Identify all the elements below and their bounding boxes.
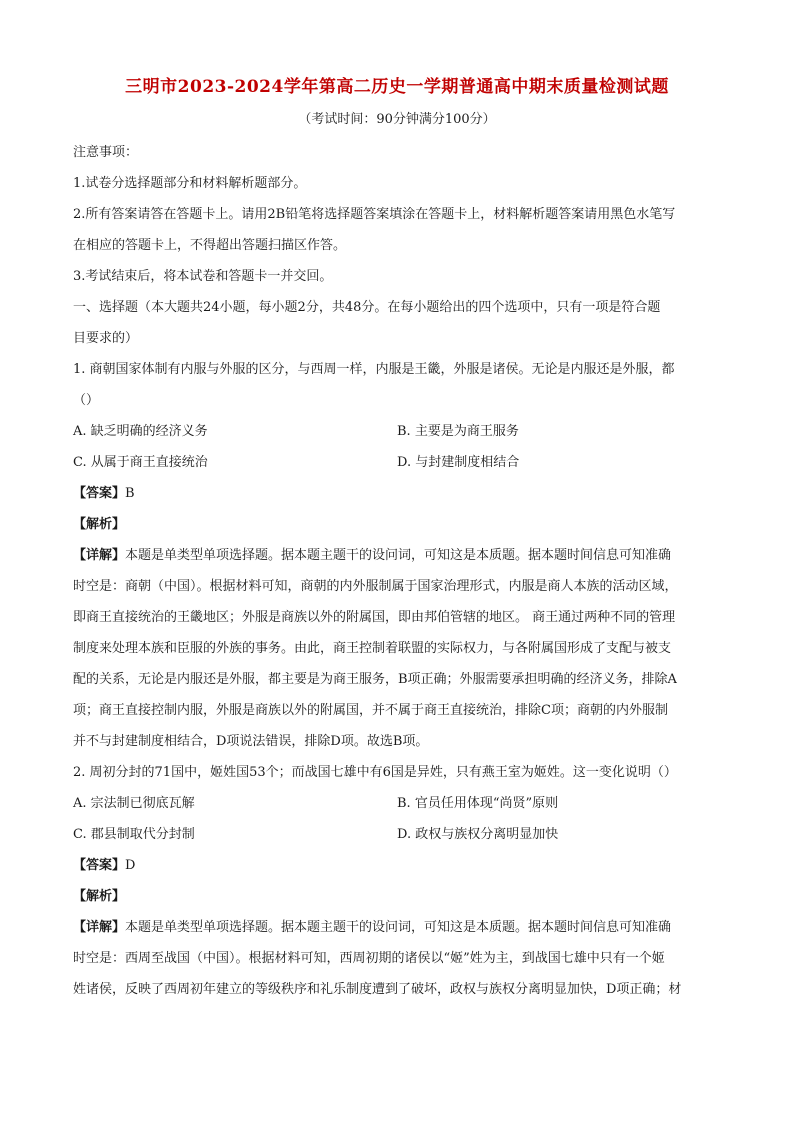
notice-heading: 注意事项： [73,145,139,160]
notice-item-3: 3.考试结束后，将本试卷和答题卡一并交回。 [73,269,333,284]
question-1-option-c: C. 从属于商王直接统治 [73,455,208,470]
notice-item-1: 1.试卷分选择题部分和材料解析题部分。 [73,176,307,191]
section-heading-cont: 目要求的） [73,331,139,346]
question-1-answer [73,484,733,504]
notice-item-2-cont: 在相应的答题卡上，不得超出答题扫描区作答。 [73,238,347,253]
question-1-detail-line: 项；商王直接控制内服，外服是商族以外的附属国，并不属于商王直接统治，排除C项；商朝的内外服制 [73,703,668,718]
detail-text: 本题是单类型单项选择题。据本题主题干的设问词，可知这是本质题。据本题时间信息可知准确 [125,548,672,563]
question-2-option-a: A. 宗法制已彻底瓦解 [73,796,195,811]
question-1-stem-cont: （） [73,393,100,408]
question-1-detail-line: 配的关系，无论是内服还是外服，都主要是为商王服务，B项正确；外服需要承担明确的经济义务，排除A [73,672,677,687]
question-1-option-b: B. 主要是为商王服务 [397,424,519,439]
answer-value: B [125,486,135,501]
question-1-analysis-tag: 【解析】 [73,517,126,532]
question-1-detail-line: 制度来处理本族和臣服的外族的事务。由此，商王控制着联盟的实际权力，与各附属国形成了支配与被支 [73,641,672,656]
question-2-detail [73,918,733,938]
detail-tag: 【详解】 [73,920,126,935]
question-1-detail-line: 时空是：商朝（中国）。根据材料可知，商朝的内外服制属于国家治理形式，内服是商人本族的活动区域， [73,579,678,594]
question-2-option-d: D. 政权与族权分离明显加快 [397,827,559,842]
page-title: 三明市2023-2024学年第高二历史一学期普通高中期末质量检测试题 [125,77,669,97]
detail-text: 本题是单类型单项选择题。据本题主题干的设问词，可知这是本质题。据本题时间信息可知准确 [125,920,672,935]
question-1-detail [73,546,733,566]
question-1-option-d: D. 与封建制度相结合 [397,455,520,470]
answer-tag: 【答案】 [73,858,126,873]
section-heading: 一、选择题（本大题共24小题，每小题2分，共48分。在每小题给出的四个选项中，只有一项是符合题 [73,300,661,315]
exam-duration-note: （考试时间：90分钟满分100分） [298,112,496,127]
question-2-option-b: B. 官员任用体现“尚贤”原则 [397,796,559,811]
question-2-detail-line: 时空是：西周至战国（中国）。根据材料可知，西周初期的诸侯以“姬”姓为主，到战国七雄中只有一个姬 [73,951,665,966]
question-1-option-a: A. 缺乏明确的经济义务 [73,424,208,439]
question-1-detail-line: 即商王直接统治的王畿地区；外服是商族以外的附属国，即由邦伯管辖的地区。 商王通过两种不同的管理 [73,610,676,625]
notice-item-2: 2.所有答案请答在答题卡上。请用2B铅笔将选择题答案填涂在答题卡上，材料解析题答案请用黑色水笔写 [73,207,676,222]
question-2-option-c: C. 郡县制取代分封制 [73,827,195,842]
question-2-stem: 2. 周初分封的71国中，姬姓国53个；而战国七雄中有6国是异姓，只有燕王室为姬姓。这一变化说明（） [73,765,677,780]
question-1-detail-line: 并不与封建制度相结合，D项说法错误，排除D项。故选B项。 [73,734,429,749]
question-2-answer [73,856,733,876]
detail-tag: 【详解】 [73,548,126,563]
question-1-stem: 1. 商朝国家体制有内服与外服的区分，与西周一样，内服是王畿，外服是诸侯。无论是内服还是外服，都 [73,362,675,377]
answer-tag: 【答案】 [73,486,126,501]
answer-value: D [125,858,136,873]
question-2-analysis-tag: 【解析】 [73,889,126,904]
question-2-detail-line: 姓诸侯，反映了西周初年建立的等级秩序和礼乐制度遭到了破坏，政权与族权分离明显加快，D项正确；材 [73,982,682,997]
